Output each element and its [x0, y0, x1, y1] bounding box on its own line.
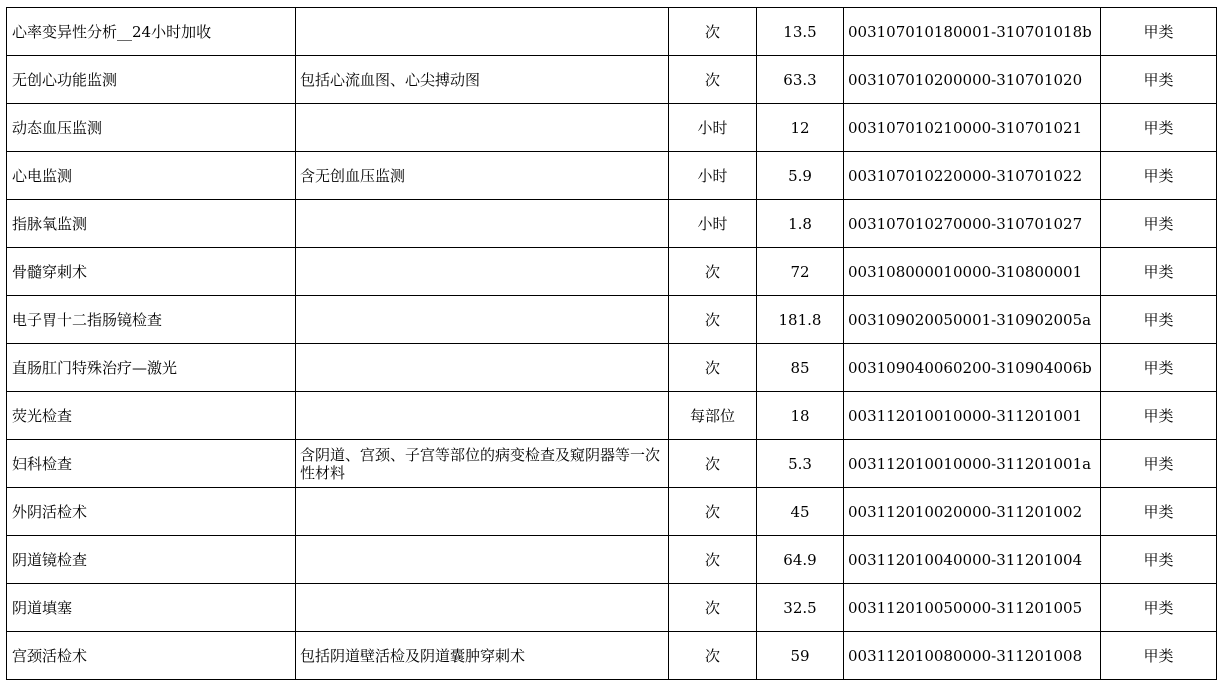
insurance-class-cell: 甲类: [1101, 152, 1217, 200]
table-row: [7, 248, 1217, 296]
table-row: [7, 632, 1217, 680]
item-note-cell: [296, 488, 669, 536]
item-code-cell: 003112010010000-311201001: [844, 392, 1101, 440]
unit-cell: 次: [669, 584, 757, 632]
item-name-cell: 妇科检查: [7, 440, 296, 488]
price-cell: 13.5: [757, 8, 844, 56]
item-note-cell: [296, 296, 669, 344]
unit-cell: 次: [669, 440, 757, 488]
item-note-cell: 含无创血压监测: [296, 152, 669, 200]
price-cell: 5.3: [757, 440, 844, 488]
insurance-class-cell: 甲类: [1101, 536, 1217, 584]
unit-cell: 次: [669, 296, 757, 344]
price-cell: 72: [757, 248, 844, 296]
unit-cell: 次: [669, 8, 757, 56]
table-row: [7, 8, 1217, 56]
price-cell: 18: [757, 392, 844, 440]
price-cell: 45: [757, 488, 844, 536]
table-row: [7, 104, 1217, 152]
item-code-cell: 003112010050000-311201005: [844, 584, 1101, 632]
insurance-class-cell: 甲类: [1101, 8, 1217, 56]
unit-cell: 次: [669, 488, 757, 536]
price-cell: 12: [757, 104, 844, 152]
item-name-cell: 电子胃十二指肠镜检查: [7, 296, 296, 344]
item-note-cell: 包括阴道壁活检及阴道囊肿穿刺术: [296, 632, 669, 680]
table-row: [7, 200, 1217, 248]
insurance-class-cell: 甲类: [1101, 248, 1217, 296]
table-row: [7, 440, 1217, 488]
item-note-cell: [296, 104, 669, 152]
insurance-class-cell: 甲类: [1101, 584, 1217, 632]
item-code-cell: 003109040060200-310904006b: [844, 344, 1101, 392]
price-cell: 32.5: [757, 584, 844, 632]
item-note-cell: [296, 344, 669, 392]
item-note-cell: 包括心流血图、心尖搏动图: [296, 56, 669, 104]
item-code-cell: 003107010180001-310701018b: [844, 8, 1101, 56]
item-code-cell: 003107010210000-310701021: [844, 104, 1101, 152]
price-cell: 85: [757, 344, 844, 392]
fee-table-body: [7, 8, 1217, 680]
item-note-cell: 含阴道、宫颈、子宫等部位的病变检查及窥阴器等一次性材料: [296, 440, 669, 488]
item-code-cell: 003112010010000-311201001a: [844, 440, 1101, 488]
unit-cell: 次: [669, 344, 757, 392]
insurance-class-cell: 甲类: [1101, 296, 1217, 344]
item-name-cell: 外阴活检术: [7, 488, 296, 536]
price-cell: 181.8: [757, 296, 844, 344]
item-name-cell: 骨髓穿刺术: [7, 248, 296, 296]
table-row: [7, 152, 1217, 200]
insurance-class-cell: 甲类: [1101, 104, 1217, 152]
item-name-cell: 直肠肛门特殊治疗—激光: [7, 344, 296, 392]
insurance-class-cell: 甲类: [1101, 392, 1217, 440]
item-code-cell: 003112010080000-311201008: [844, 632, 1101, 680]
item-code-cell: 003112010040000-311201004: [844, 536, 1101, 584]
item-code-cell: 003108000010000-310800001: [844, 248, 1101, 296]
price-cell: 1.8: [757, 200, 844, 248]
item-code-cell: 003112010020000-311201002: [844, 488, 1101, 536]
item-note-cell: [296, 536, 669, 584]
price-cell: 64.9: [757, 536, 844, 584]
price-cell: 59: [757, 632, 844, 680]
unit-cell: 小时: [669, 152, 757, 200]
unit-cell: 次: [669, 536, 757, 584]
item-name-cell: 心电监测: [7, 152, 296, 200]
unit-cell: 小时: [669, 104, 757, 152]
item-name-cell: 宫颈活检术: [7, 632, 296, 680]
item-note-cell: [296, 248, 669, 296]
table-row: [7, 392, 1217, 440]
item-name-cell: 荧光检查: [7, 392, 296, 440]
item-name-cell: 动态血压监测: [7, 104, 296, 152]
item-code-cell: 003107010270000-310701027: [844, 200, 1101, 248]
unit-cell: 每部位: [669, 392, 757, 440]
item-note-cell: [296, 392, 669, 440]
fee-table: [6, 7, 1217, 680]
unit-cell: 次: [669, 248, 757, 296]
item-name-cell: 心率变异性分析__24小时加收: [7, 8, 296, 56]
item-note-cell: [296, 8, 669, 56]
unit-cell: 次: [669, 56, 757, 104]
table-row: [7, 488, 1217, 536]
table-row: [7, 344, 1217, 392]
insurance-class-cell: 甲类: [1101, 344, 1217, 392]
table-row: [7, 536, 1217, 584]
item-code-cell: 003107010220000-310701022: [844, 152, 1101, 200]
item-code-cell: 003109020050001-310902005a: [844, 296, 1101, 344]
unit-cell: 次: [669, 632, 757, 680]
insurance-class-cell: 甲类: [1101, 200, 1217, 248]
item-name-cell: 阴道镜检查: [7, 536, 296, 584]
item-code-cell: 003107010200000-310701020: [844, 56, 1101, 104]
item-name-cell: 阴道填塞: [7, 584, 296, 632]
price-cell: 63.3: [757, 56, 844, 104]
unit-cell: 小时: [669, 200, 757, 248]
table-row: [7, 296, 1217, 344]
table-row: [7, 584, 1217, 632]
insurance-class-cell: 甲类: [1101, 632, 1217, 680]
price-cell: 5.9: [757, 152, 844, 200]
item-name-cell: 无创心功能监测: [7, 56, 296, 104]
item-name-cell: 指脉氧监测: [7, 200, 296, 248]
insurance-class-cell: 甲类: [1101, 488, 1217, 536]
insurance-class-cell: 甲类: [1101, 440, 1217, 488]
item-note-cell: [296, 200, 669, 248]
insurance-class-cell: 甲类: [1101, 56, 1217, 104]
table-row: [7, 56, 1217, 104]
item-note-cell: [296, 584, 669, 632]
